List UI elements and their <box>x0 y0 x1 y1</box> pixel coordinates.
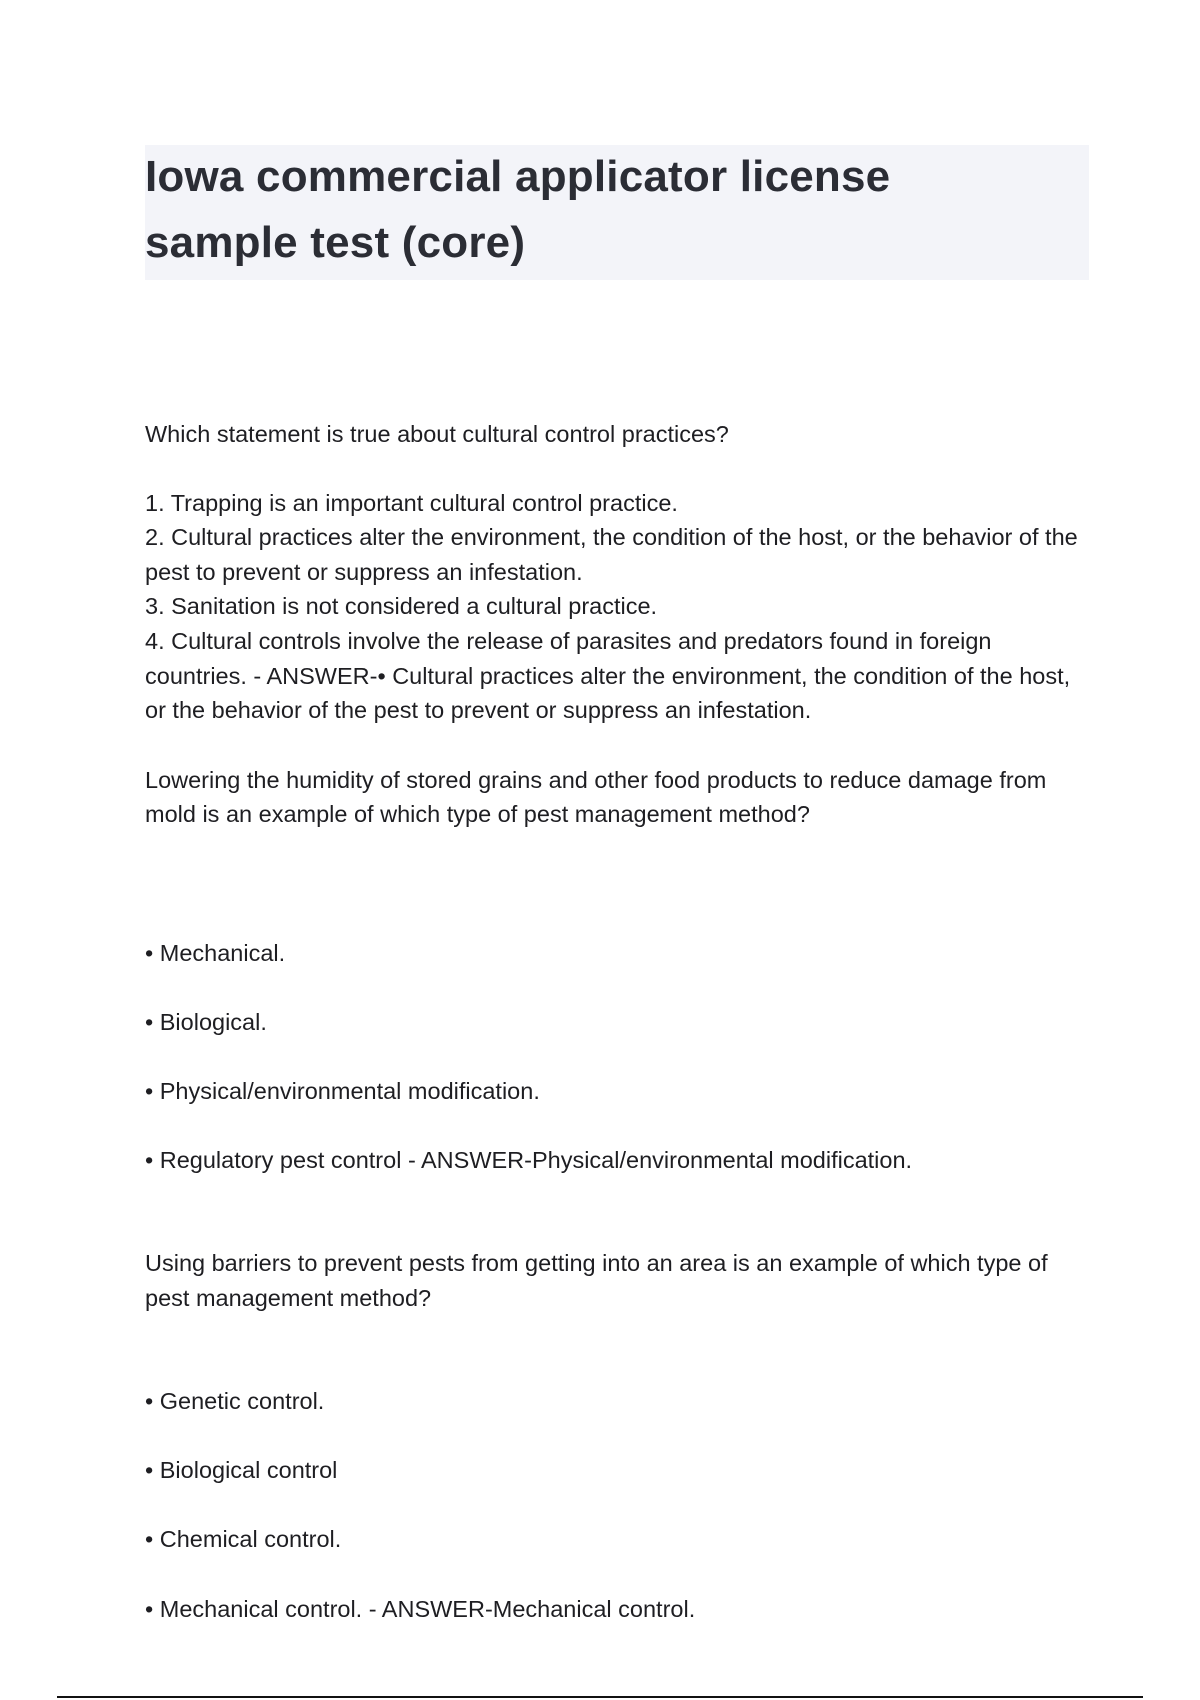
document-body <box>145 417 1085 1661</box>
question-2-options <box>145 901 1085 1212</box>
question-3-option: • Mechanical control. - ANSWER-Mechanical control. <box>145 1595 696 1622</box>
question-3-option: • Chemical control. <box>145 1526 342 1553</box>
footer-divider <box>57 1696 1143 1698</box>
question-3-options <box>145 1349 1085 1660</box>
question-2-option: • Regulatory pest control - ANSWER-Physical/environmental modification. <box>145 1147 913 1174</box>
question-2-option: • Mechanical. <box>145 939 286 966</box>
question-2-option: • Physical/environmental modification. <box>145 1077 540 1104</box>
question-3-option: • Genetic control. <box>145 1388 325 1415</box>
question-2: Lowering the humidity of stored grains and other food products to reduce damage from mold is an example of which type of pest management method? <box>145 766 1047 828</box>
question-3-option: • Biological control <box>145 1457 338 1484</box>
question-3: Using barriers to prevent pests from getting into an area is an example of which type of pest management method? <box>145 1250 1048 1311</box>
question-1: Which statement is true about cultural control practices? <box>145 421 729 447</box>
question-2-option: • Biological. <box>145 1008 267 1035</box>
question-1-options: 1. Trapping is an important cultural control practice. 2. Cultural practices alter the environment, the condition of the host, or the behavior of the pest to prevent or suppress an infestation. 3. Sanitation is not considered a cultural practice. 4. Cultural controls involve the release of parasites and predators found in foreign countries. - ANSWER-• Cultural practices alter the environment, the condition of the host, or the behavior of the pest to prevent or suppress an infestation. <box>145 489 1078 724</box>
document-title: Iowa commercial applicator license sample test (core) <box>145 152 891 267</box>
